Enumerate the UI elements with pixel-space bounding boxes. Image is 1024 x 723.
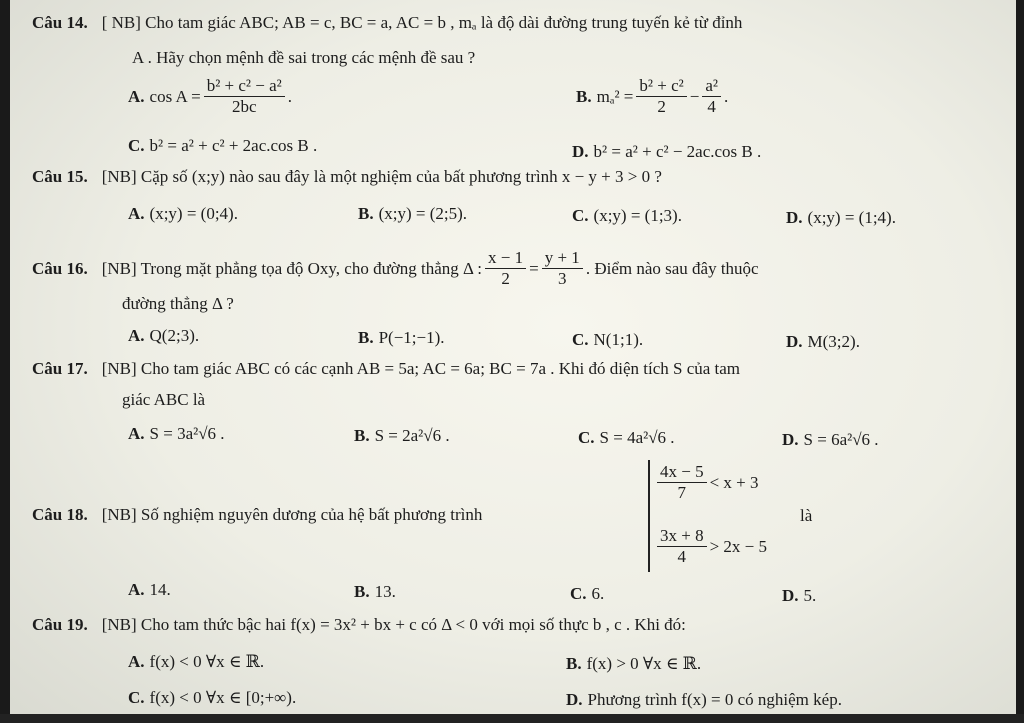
q19-option-a: [128, 652, 264, 672]
question-text: [NB] Cặp số (x;y) nào sau đây là một nghiệm của bất phương trình x − y + 3 > 0 ?: [101, 167, 662, 186]
q17-option-a: [128, 424, 225, 444]
option-label: A.: [128, 204, 145, 223]
question-label: Câu 17.: [32, 359, 88, 378]
q19-option-b: [566, 654, 701, 674]
q16-option-b: [358, 328, 445, 348]
option-label: B.: [566, 654, 582, 673]
option-lhs: mₐ² =: [596, 86, 634, 106]
option-label: B.: [576, 86, 592, 106]
q17-option-d: [782, 430, 879, 450]
option-tail: .: [723, 86, 729, 106]
question-18-tail: là: [800, 506, 813, 525]
q14-option-d: [572, 142, 761, 162]
q15-option-d: [786, 208, 896, 228]
option-text: N(1;1).: [593, 330, 644, 349]
q14-option-a: [128, 76, 292, 117]
question-19: [32, 614, 686, 636]
fraction-numerator: 3x + 8: [657, 526, 707, 547]
q15-option-a: [128, 204, 238, 224]
fraction-numerator: b² + c² − a²: [204, 76, 285, 97]
question-label: Câu 18.: [32, 505, 88, 524]
option-label: D.: [782, 586, 799, 605]
question-16: [32, 248, 759, 289]
fraction: [702, 76, 721, 117]
fraction-denominator: 4: [707, 97, 716, 116]
option-text: (x;y) = (0;4).: [149, 204, 238, 223]
option-text: S = 3a²√6 .: [149, 424, 225, 443]
question-16-text-line2: đường thẳng Δ ?: [122, 294, 234, 313]
fraction: [657, 462, 707, 503]
question-label: Câu 19.: [32, 615, 88, 634]
question-17: [32, 358, 740, 380]
fraction-denominator: 2: [657, 97, 666, 116]
option-label: A.: [128, 424, 145, 443]
q14-option-b: [576, 76, 728, 117]
q16-option-c: [572, 330, 643, 350]
option-label: C.: [572, 206, 589, 225]
option-text: (x;y) = (2;5).: [378, 204, 468, 223]
option-label: A.: [128, 580, 145, 599]
option-label: C.: [128, 688, 145, 707]
q18-option-c: [570, 584, 604, 604]
option-text: f(x) < 0 ∀x ∈ ℝ.: [149, 652, 265, 671]
option-label: C.: [572, 330, 589, 349]
option-label: D.: [786, 208, 803, 227]
option-tail: .: [287, 86, 292, 106]
option-text: 14.: [149, 580, 171, 599]
q18-option-a: [128, 580, 171, 600]
fraction-numerator: y + 1: [542, 248, 583, 269]
q18-option-d: [782, 586, 816, 606]
question-text: [ NB] Cho tam giác ABC; AB = c, BC = a, AC = b , mₐ là độ dài đường trung tuyến kẻ từ đỉnh: [101, 13, 743, 32]
question-14-text-line2: A . Hãy chọn mệnh đề sai trong các mệnh đề sau ?: [132, 48, 476, 67]
option-label: A.: [128, 326, 145, 345]
question-14: [32, 12, 742, 34]
q16-option-a: [128, 326, 199, 346]
option-label: D.: [566, 690, 583, 709]
fraction: [542, 248, 583, 289]
fraction-numerator: a²: [702, 76, 721, 97]
q14-option-c: [128, 136, 317, 156]
option-text: S = 6a²√6 .: [803, 430, 879, 449]
q17-option-b: [354, 426, 450, 446]
option-text: M(3;2).: [807, 332, 860, 351]
q17-option-c: [578, 428, 675, 448]
option-label: C.: [578, 428, 595, 447]
option-label: C.: [128, 136, 145, 155]
q15-option-b: [358, 204, 467, 224]
fraction-denominator: 2bc: [231, 97, 257, 116]
option-label: D.: [572, 142, 589, 161]
option-text: 13.: [374, 582, 396, 601]
q16-option-d: [786, 332, 860, 352]
q19-option-c: [128, 688, 296, 708]
option-label: C.: [570, 584, 587, 603]
fraction: [204, 76, 285, 117]
inequality-rhs: < x + 3: [709, 472, 759, 492]
option-text: f(x) > 0 ∀x ∈ ℝ.: [586, 654, 702, 673]
question-label: Câu 16.: [32, 258, 88, 278]
question-label: Câu 14.: [32, 13, 88, 32]
option-label: A.: [128, 652, 145, 671]
fraction-denominator: 4: [677, 547, 687, 566]
fraction-denominator: 3: [558, 269, 567, 288]
question-text: [NB] Số nghiệm nguyên dương của hệ bất phương trình: [101, 505, 483, 524]
option-text: P(−1;−1).: [378, 328, 445, 347]
question-text: [NB] Trong mặt phẳng tọa độ Oxy, cho đường thẳng Δ :: [101, 258, 483, 278]
option-text: Q(2;3).: [149, 326, 200, 345]
q15-option-c: [572, 206, 682, 226]
system-inequality-2: [654, 526, 767, 567]
option-text: (x;y) = (1;4).: [807, 208, 896, 227]
fraction-numerator: b² + c²: [636, 76, 686, 97]
option-lhs: cos A =: [149, 86, 201, 106]
option-text: S = 2a²√6 .: [374, 426, 450, 445]
fraction-numerator: x − 1: [485, 248, 526, 269]
option-text: b² = a² + c² + 2ac.cos B .: [149, 136, 318, 155]
option-text: 6.: [591, 584, 605, 603]
fraction-denominator: 2: [501, 269, 510, 288]
option-text: b² = a² + c² − 2ac.cos B .: [593, 142, 762, 161]
q19-option-d: [566, 690, 842, 710]
fraction: [636, 76, 686, 117]
fraction: [485, 248, 526, 289]
option-label: B.: [354, 426, 370, 445]
equals-sign: =: [529, 258, 539, 278]
option-text: (x;y) = (1;3).: [593, 206, 682, 225]
option-label: B.: [358, 204, 374, 223]
option-text: f(x) < 0 ∀x ∈ [0;+∞).: [149, 688, 297, 707]
inequality-rhs: > 2x − 5: [709, 536, 768, 556]
option-text: 5.: [803, 586, 817, 605]
option-label: D.: [786, 332, 803, 351]
system-inequality-1: [654, 462, 759, 503]
document-page: [10, 0, 1016, 723]
option-label: B.: [358, 328, 374, 347]
option-label: B.: [354, 582, 370, 601]
question-17-text-line2: giác ABC là: [122, 390, 206, 409]
question-15: [32, 166, 662, 188]
option-label: A.: [128, 86, 145, 106]
fraction-numerator: 4x − 5: [657, 462, 707, 483]
photo-bottom-edge: [0, 714, 1024, 723]
option-label: D.: [782, 430, 799, 449]
fraction-denominator: 7: [677, 483, 687, 502]
question-text: [NB] Cho tam thức bậc hai f(x) = 3x² + bx + c có Δ < 0 với mọi số thực b , c . Khi đó:: [101, 615, 686, 634]
minus-sign: −: [689, 86, 700, 106]
fraction: [657, 526, 707, 567]
question-text: [NB] Cho tam giác ABC có các cạnh AB = 5a; AC = 6a; BC = 7a . Khi đó diện tích S của tam: [101, 359, 741, 378]
q18-option-b: [354, 582, 396, 602]
system-brace: [648, 460, 650, 572]
question-18: [32, 504, 482, 526]
option-text: S = 4a²√6 .: [599, 428, 675, 447]
question-label: Câu 15.: [32, 167, 88, 186]
option-text: Phương trình f(x) = 0 có nghiệm kép.: [587, 690, 842, 709]
question-text-tail: . Điểm nào sau đây thuộc: [585, 258, 759, 278]
